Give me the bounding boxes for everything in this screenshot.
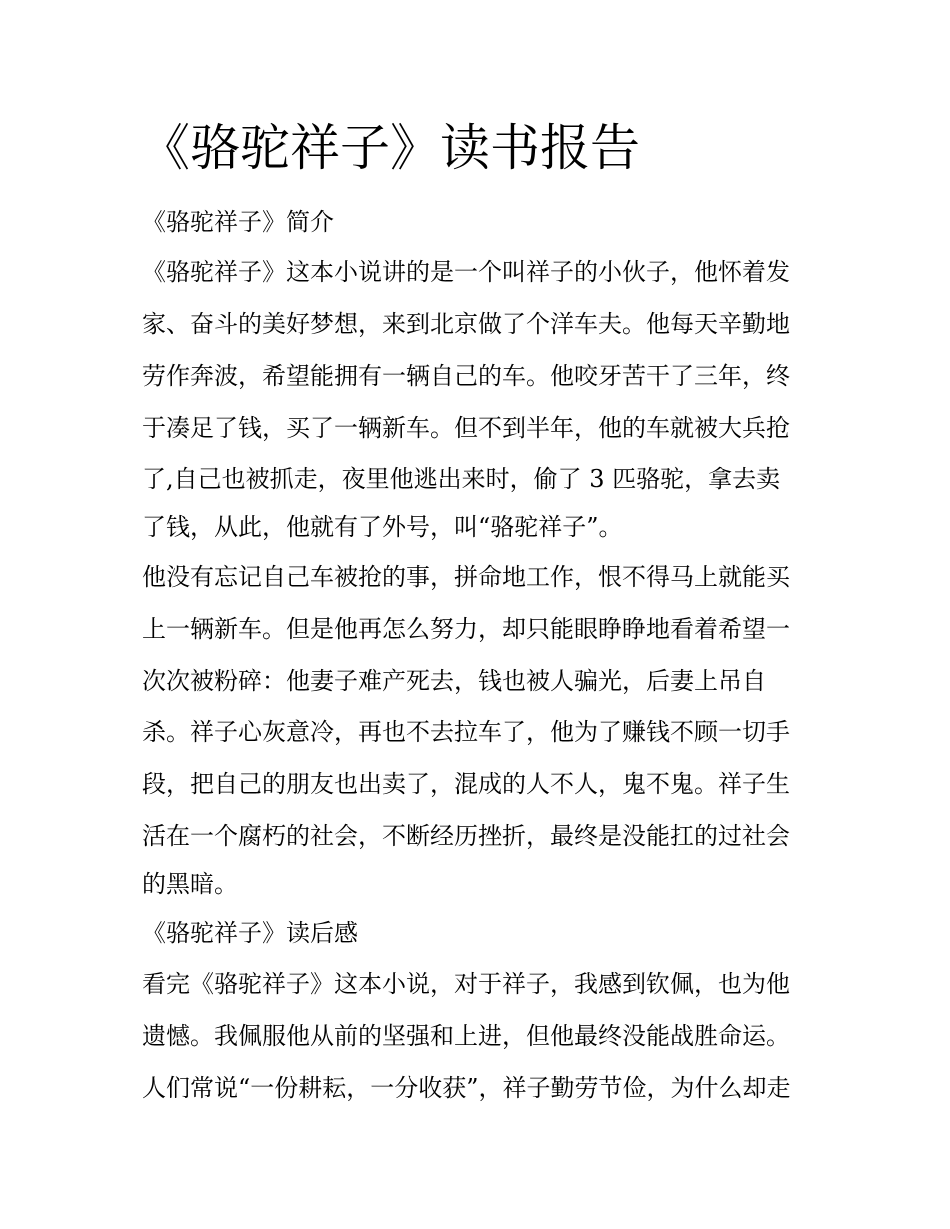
text-line: 他没有忘记自己车被抢的事，拼命地工作，恨不得马上就能买: [142, 563, 790, 591]
text-line: 劳作奔波，希望能拥有一辆自己的车。他咬牙苦干了三年，终: [142, 362, 790, 390]
document-title: 《骆驼祥子》读书报告: [140, 119, 640, 177]
text-line: 《骆驼祥子》这本小说讲的是一个叫祥子的小伙子，他怀着发: [142, 258, 790, 286]
text-line: 于凑足了钱，买了一辆新车。但不到半年，他的车就被大兵抢: [142, 414, 790, 442]
text-line: 看完《骆驼祥子》这本小说，对于祥子，我感到钦佩，也为他: [142, 970, 790, 998]
text-line: 了钱，从此，他就有了外号，叫“骆驼祥子”。: [142, 513, 623, 541]
text-line: 的黑暗。: [142, 870, 238, 898]
text-line: 杀。祥子心灰意冷，再也不去拉车了，他为了赚钱不顾一切手: [142, 718, 790, 746]
section-heading-intro: 《骆驼祥子》简介: [142, 208, 334, 236]
text-line: 段，把自己的朋友也出卖了，混成的人不人，鬼不鬼。祥子生: [142, 770, 790, 798]
text-line: 家、奋斗的美好梦想，来到北京做了个洋车夫。他每天辛勤地: [142, 310, 790, 338]
text-line: 次次被粉碎：他妻子难产死去，钱也被人骗光，后妻上吊自: [142, 667, 766, 695]
text-line: 上一辆新车。但是他再怎么努力，却只能眼睁睁地看着希望一: [142, 615, 790, 643]
text-line: 活在一个腐朽的社会，不断经历挫折，最终是没能扛的过社会: [142, 822, 790, 850]
text-line: 遗憾。我佩服他从前的坚强和上进，但他最终没能战胜命运。: [142, 1022, 790, 1050]
text-line: 了,自己也被抓走，夜里他逃出来时，偷了 3 匹骆驼，拿去卖: [142, 465, 781, 493]
text-line: 人们常说“一份耕耘，一分收获”，祥子勤劳节俭，为什么却走: [142, 1074, 791, 1102]
section-heading-reflection: 《骆驼祥子》读后感: [142, 919, 358, 947]
